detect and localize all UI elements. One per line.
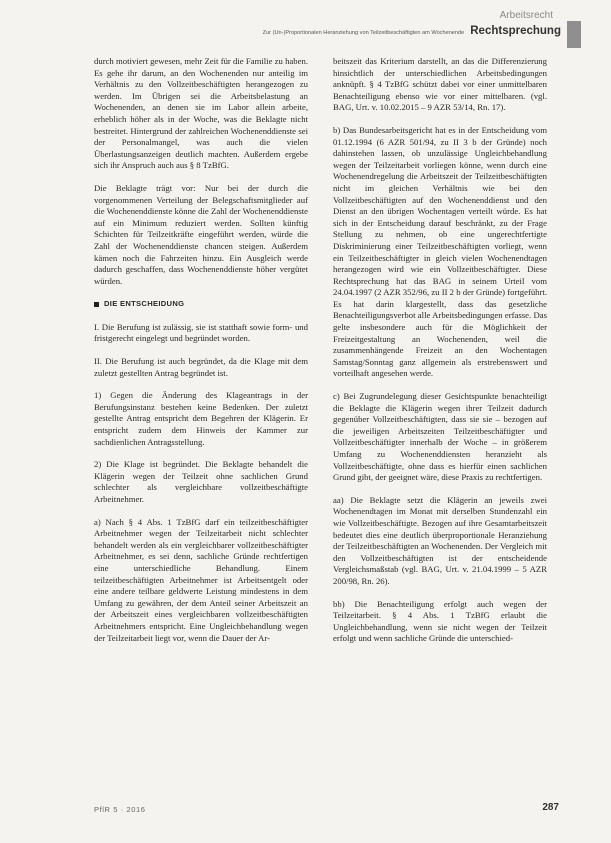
- paragraph: I. Die Berufung ist zulässig, sie ist statthaft sowie form- und fristgerecht eingelegt und begründet worden.: [94, 321, 308, 344]
- section-heading-text: DIE ENTSCHEIDUNG: [104, 299, 185, 309]
- paragraph: beitszeit das Kriterium darstellt, an das die Differenzierung hinsichtlich der unterschiedlichen Arbeitsbedingungen anknüpft. § 4 TzBfG schützt dabei vor einer unmittelbaren Benachteiligung ebenso wie vor einer mittelbaren. (vgl. BAG, Urt. v. 10.02.2015 – 9 AZR 53/14, Rn. 17).: [333, 56, 547, 113]
- header-section-label: Arbeitsrecht: [499, 10, 553, 21]
- footer-journal: PflR 5 · 2016: [94, 805, 146, 814]
- paragraph: 1) Gegen die Änderung des Klageantrags in der Berufungsinstanz bestehen keine Bedenken. Der zuletzt gestellte Antrag entspricht dem Begehren der Klägerin. Er entspricht zudem dem Hinweis der Kammer zur sachdienlichen Antragsstellung.: [94, 390, 308, 447]
- section-heading: [94, 298, 308, 310]
- header-title: Rechtsprechung: [470, 25, 561, 37]
- page-number: 287: [542, 802, 559, 813]
- paragraph: b) Das Bundesarbeitsgericht hat es in der Entscheidung vom 01.12.1994 (6 AZR 501/94, zu II 3 b der Gründe) noch dahinstehen lassen, ob unzulässige Ungleichbehandlung wegen der Teilzeitarbeit vorliegen könne, wenn durch eine Wochenendregelung die Arbeitszeit der Teilzeitbeschäftigten nicht im gleichen Verhältnis wie bei den Vollzeitbeschäftigten auf den Wochenenddienst und den Dienst an den übrigen Wochentagen verteilt würde. Es hat sich in der Entscheidung darauf beschränkt, zu der Frage Stellung zu nehmen, ob eine ungerechtfertigte Diskriminierung einer Teilzeitbeschäftigten vorliegt, wenn ein Teilzeitbeschäftigter in gleich vielen Wochenendtagen herangezogen wird wie ein Vollzeitbeschäftigter. Diese Rechtsprechung hat das BAG in seinem Urteil vom 24.04.1997 (2 AZR 352/96, zu II 2 b der Gründe) fortgeführt. Es hat darin klargestellt, dass das gesetzliche Benachteiligungsverbot alle Arbeitsbedingungen erfasse. Das gelte insbesondere auch für die Möglichkeit der Freizeitgestaltung an Wochenenden, weil die zusammenhängende Freizeit an den Wochentagen Samstag/Sonntag ganz allgemein als erstrebenswert und vorteilhaft angesehen werde.: [333, 124, 547, 379]
- paragraph: Die Beklagte trägt vor: Nur bei der durch die vorgenommenen Verteilung der Belegschaftsmitglieder auf die Wochenenddienste könne die Zahl der Wochenenddienste auf ein Minimum reduziert werden. Sollten künftig Schichten für Teilzeitkräfte eingeführt werden, würde die Zahl der Wochenenddienste chancen steigen. Außerdem kämen noch die Fahrzeiten hinzu. Ein Ausgleich werde dadurch geschaffen, dass Wochenenddienste höher vergütet würden.: [94, 182, 308, 286]
- left-column: [94, 56, 308, 655]
- header-marker-block: [567, 21, 581, 48]
- paragraph: durch motiviert gewesen, mehr Zeit für die Familie zu haben. Es gehe ihr darum, an den Wochenenden nur anteilig im Verhältnis zu den Vollzeitbeschäftigten herangezogen zu werden. Im Übrigen sei die Arbeitsbelastung an Wochenenden, an denen sie im Labor allein arbeite, erheblich höher als in der Woche, was die Beklagte nicht bestreitet. Hintergrund der zahlreichen Wochenenddienste sei der Personalmangel, was auch die vielen Überlastungsanzeigen deutlich machten. Außerdem ergebe sich ihr Anspruch auch aus § 8 TzBfG.: [94, 56, 308, 171]
- paragraph: bb) Die Benachteiligung erfolgt auch wegen der Teilzeitarbeit. § 4 Abs. 1 TzBfG erlaubt die Ungleichbehandlung, wenn sie nicht wegen der Teilzeit erfolgt und wenn sachliche Gründe die unterschied-: [333, 598, 547, 644]
- paragraph: c) Bei Zugrundelegung dieser Gesichtspunkte benachteiligt die Beklagte die Klägerin wegen ihrer Teilzeit dadurch gegenüber Vollzeitbeschäftigten, dass sie sie – bezogen auf die jeweiligen Arbeitszeiten Teilzeitbeschäftigter und Vollzeitbeschäftigter innerhalb der Woche – in größerem Umfang zu Wochenenddiensten heranzieht als Vollzeitbeschäftigte, ohne dass es hierfür einen sachlichen Grund gibt, der geeignet wäre, diese Praxis zu rechtfertigen.: [333, 391, 547, 483]
- header-subtitle: Zur (Un-)Proportionalen Heranziehung von Teilzeitbeschäftigten am Wochenende: [262, 30, 465, 36]
- paragraph: 2) Die Klage ist begründet. Die Beklagte behandelt die Klägerin wegen der Teilzeit ohne sachlichen Grund schlechter als vergleichbare vollzeitbeschäftigte Arbeitnehmer.: [94, 459, 308, 504]
- running-header: [180, 25, 561, 37]
- right-column: [333, 56, 547, 656]
- paragraph: a) Nach § 4 Abs. 1 TzBfG darf ein teilzeitbeschäftigter Arbeitnehmer wegen der Teilzeitarbeit nicht schlechter behandelt werden als ein vergleichbarer vollzeitbeschäftigter Arbeitnehmer, es sei denn, sachliche Gründe rechtfertigen eine unterschiedliche Behandlung. Einem teilzeitbeschäftigten Arbeitnehmer ist Arbeitsentgelt oder eine andere teilbare geldwerte Leistung mindestens in dem Umfang zu gewähren, der dem Anteil seiner Arbeitszeit an der Arbeitszeit eines vergleichbaren vollzeitbeschäftigten Arbeitnehmers entspricht. Eine Ungleichbehandlung wegen der Teilzeitarbeit liegt vor, wenn die Dauer der Ar-: [94, 516, 308, 643]
- bullet-square-icon: [94, 302, 99, 307]
- paragraph: II. Die Berufung ist auch begründet, da die Klage mit dem zuletzt gestellten Antrag begründet ist.: [94, 356, 308, 378]
- paragraph: aa) Die Beklagte setzt die Klägerin an jeweils zwei Wochenendtagen im Monat mit derselben Stundenzahl ein wie Vollzeitbeschäftigte. Bezogen auf ihre Gesamtarbeitszeit bedeutet dies eine deutlich überproportionale Heranziehung der Teilzeitbeschäftigten an Wochenenden. Der Vergleich mit den Vollzeitbeschäftigten ist der entscheidende Vergleichsmaßstab (vgl. BAG, Urt. v. 21.04.1999 – 5 AZR 200/98, Rn. 26).: [333, 494, 547, 586]
